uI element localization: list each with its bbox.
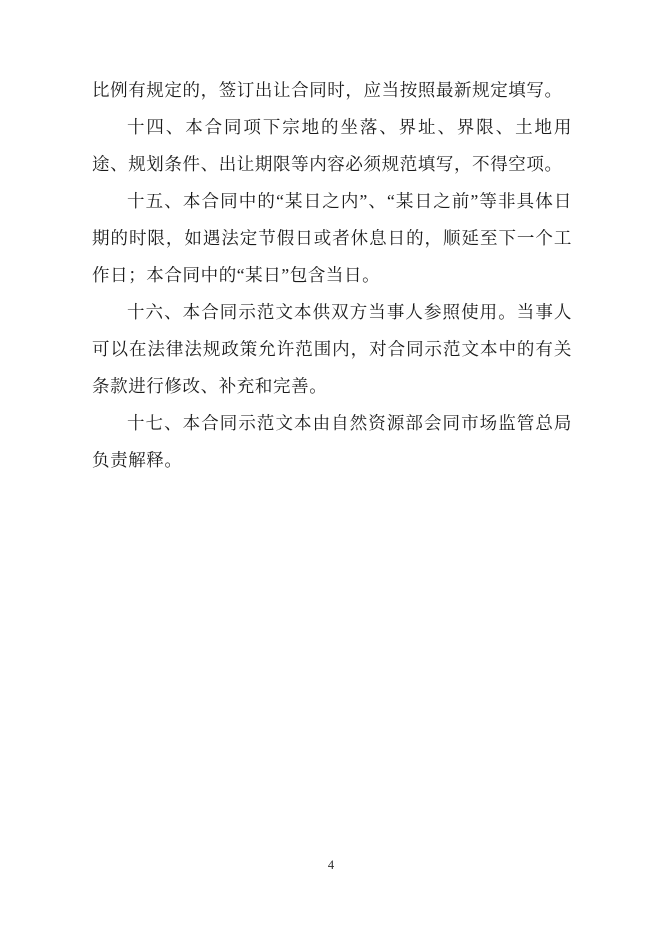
document-body [92,72,572,479]
paragraph-item-15: 十五、本合同中的“某日之内”、“某日之前”等非具体日期的时限，如遇法定节假日或者休息日的，顺延至下一个工作日；本合同中的“某日”包含当日。 [92,191,572,285]
page-number: 4 [327,858,335,872]
paragraph-continued: 比例有规定的，签订出让合同时，应当按照最新规定填写。 [92,80,563,100]
paragraph-item-16: 十六、本合同示范文本供双方当事人参照使用。当事人可以在法律法规政策允许范围内，对合同示范文本中的有关条款进行修改、补充和完善。 [92,302,572,396]
paragraph-item-14: 十四、本合同项下宗地的坐落、界址、界限、土地用途、规划条件、出让期限等内容必须规范填写，不得空项。 [92,117,572,174]
paragraph-item-17: 十七、本合同示范文本由自然资源部会同市场监管总局负责解释。 [92,413,572,470]
